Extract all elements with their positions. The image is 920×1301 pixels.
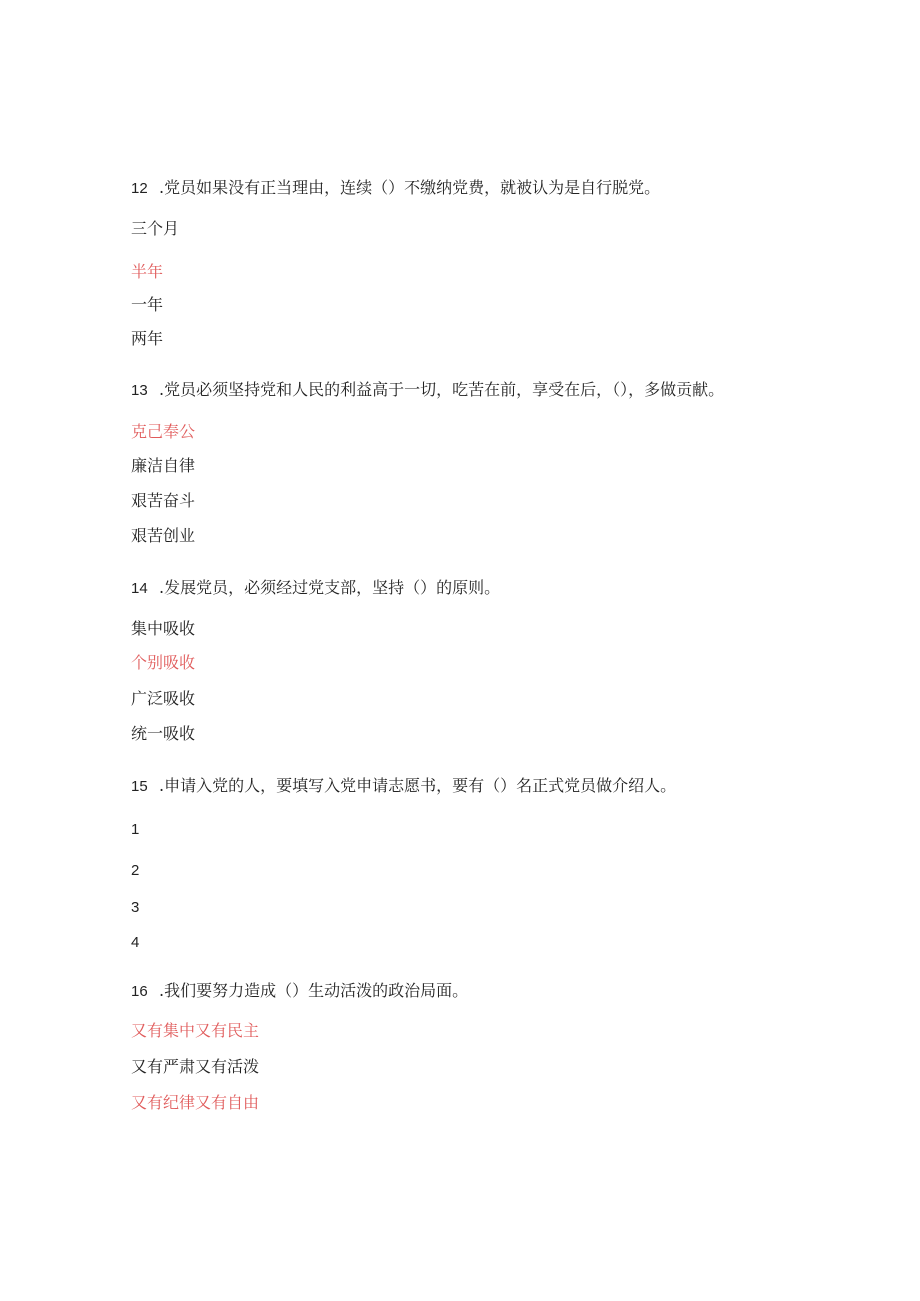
option-q16-a-correct: 又有集中又有民主 [131, 1021, 260, 1040]
option-q13-d: 艰苦创业 [131, 526, 196, 545]
option-q15-c: 3 [131, 899, 140, 916]
option-q13-a-correct: 克己奉公 [131, 422, 196, 441]
question-text: .党员如果没有正当理由，连续（）不缴纳党费，就被认为是自行脱党。 [159, 178, 661, 197]
question-14 [131, 578, 500, 599]
option-q12-d: 两年 [131, 329, 164, 348]
question-number: 14 [131, 580, 148, 597]
option-q15-a: 1 [131, 821, 140, 838]
option-q15-b: 2 [131, 862, 140, 879]
question-16 [131, 981, 468, 1002]
option-q16-b: 又有严肃又有活泼 [131, 1057, 260, 1076]
question-12 [131, 178, 660, 199]
question-13 [131, 380, 724, 401]
question-number: 13 [131, 382, 148, 399]
option-q14-c: 广泛吸收 [131, 689, 196, 708]
option-q13-b: 廉洁自律 [131, 456, 196, 475]
option-q12-b-correct: 半年 [131, 262, 164, 281]
question-number: 12 [131, 180, 148, 197]
option-q16-c-correct: 又有纪律又有自由 [131, 1093, 260, 1112]
option-q14-a: 集中吸收 [131, 619, 196, 638]
option-q13-c: 艰苦奋斗 [131, 491, 196, 510]
question-number: 15 [131, 778, 148, 795]
option-q15-d: 4 [131, 934, 140, 951]
question-15 [131, 776, 676, 797]
option-q12-a: 三个月 [131, 219, 180, 238]
question-text: .党员必须坚持党和人民的利益高于一切，吃苦在前，享受在后，（），多做贡献。 [159, 380, 725, 399]
option-q14-d: 统一吸收 [131, 724, 196, 743]
option-q12-c: 一年 [131, 295, 164, 314]
question-text: .我们要努力造成（）生动活泼的政治局面。 [159, 981, 469, 1000]
question-text: .申请入党的人，要填写入党申请志愿书，要有（）名正式党员做介绍人。 [159, 776, 677, 795]
question-text: .发展党员，必须经过党支部，坚持（）的原则。 [159, 578, 501, 597]
question-number: 16 [131, 983, 148, 1000]
option-q14-b-correct: 个别吸收 [131, 653, 196, 672]
